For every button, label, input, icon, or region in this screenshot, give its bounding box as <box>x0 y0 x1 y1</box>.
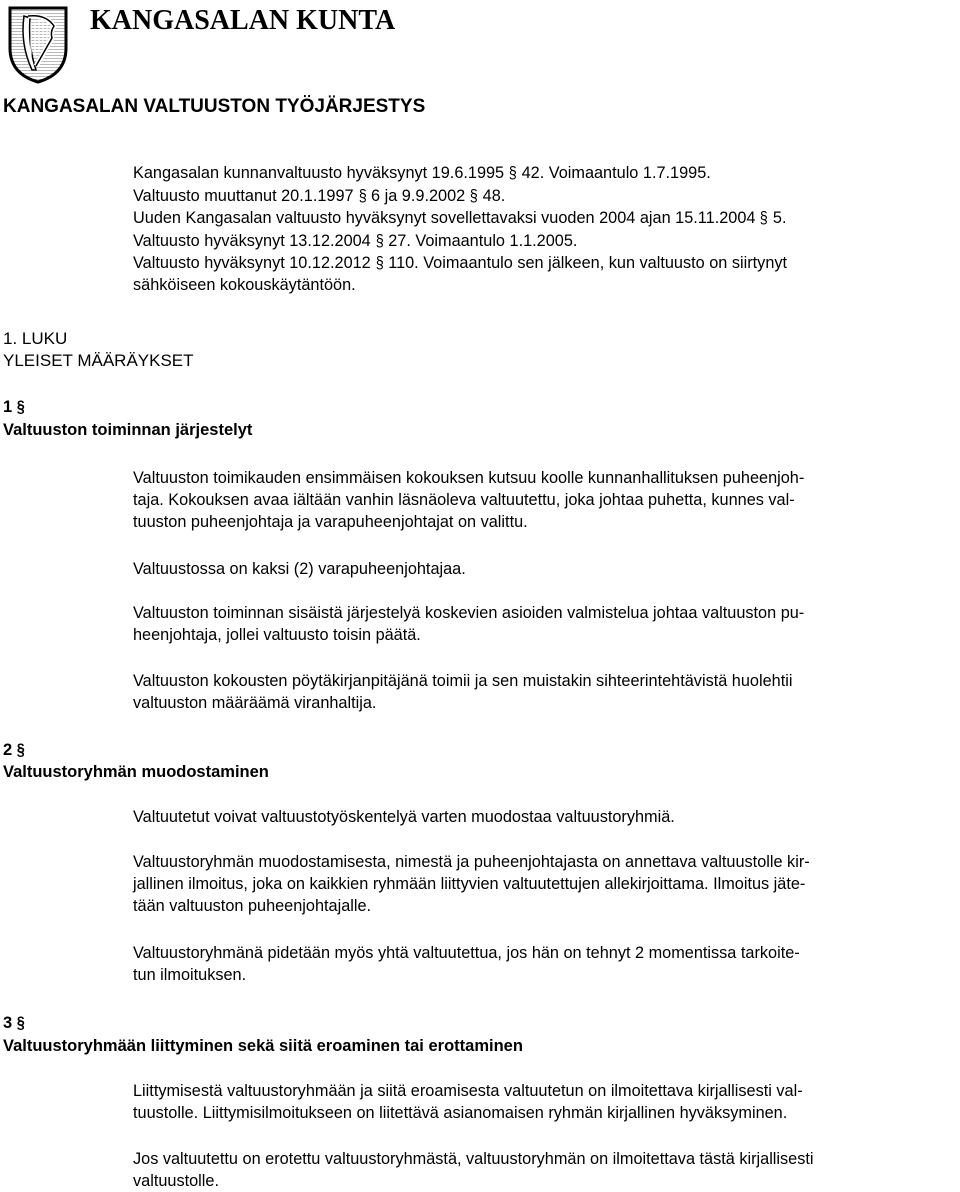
history-line-1: Kangasalan kunnanvaltuusto hyväksynyt 19.6.1995 § 42. Voimaantulo 1.7.1995. <box>133 163 711 182</box>
section-title: Valtuustoryhmän muodostaminen <box>3 763 269 781</box>
paragraph: Valtuutetut voivat valtuustotyöskentelyä varten muodostaa valtuustoryhmiä. <box>133 808 675 826</box>
paragraph: Valtuuston toiminnan sisäistä järjestelyä koskevien asioiden valmistelua johtaa valtuuston pu- heenjohtaja, jollei valtuusto toisin päätä. <box>133 604 805 644</box>
organization-name: KANGASALAN KUNTA <box>90 5 396 36</box>
section-sign: § <box>16 740 25 759</box>
paragraph: Valtuuston toimikauden ensimmäisen kokouksen kutsuu koolle kunnanhallituksen puheenjoh- taja. Kokouksen avaa iältään vanhin läsnäoleva valtuutettu, joka johtaa puhetta, kunnes val- tuuston puheenjohtaja ja varapuheenjohtajat on valittu. <box>133 469 805 531</box>
section-sign: § <box>469 185 478 205</box>
chapter-number: 1. LUKU <box>3 329 68 348</box>
paragraph: Valtuustoryhmänä pidetään myös yhtä valtuutettua, jos hän on tehnyt 2 momentissa tarkoite- tun ilmoituksen. <box>133 944 800 984</box>
history-line-2: Valtuusto muuttanut 20.1.1997 § 6 ja 9.9.2002 § 48. <box>133 185 506 205</box>
paragraph: Liittymisestä valtuustoryhmään ja siitä eroamisesta valtuutetun on ilmoitettava kirjallisesti val- tuustolle. Liittymisilmoitukseen on liitettävä asianomaisen ryhmän kirjallinen hyväksyminen. <box>133 1082 803 1122</box>
history-line-5: Valtuusto hyväksynyt 10.12.2012 § 110. Voimaantulo sen jälkeen, kun valtuusto on siirtynyt <box>133 253 788 272</box>
section-sign: § <box>375 230 384 250</box>
paragraph: Valtuustoryhmän muodostamisesta, nimestä ja puheenjohtajasta on annettava valtuustolle kir- jallinen ilmoitus, joka on kaikkien ryhmään liittyvien valtuutettujen allekirjoittama. Ilmoitus jäte- tään valtuuston puheenjohtajalle. <box>133 853 810 915</box>
chapter-title: YLEISET MÄÄRÄYKSET <box>3 351 194 370</box>
document-title: KANGASALAN VALTUUSTON TYÖJÄRJESTYS <box>3 96 426 117</box>
section-sign: § <box>16 1013 25 1032</box>
section-number: 1 § <box>3 397 25 416</box>
section-title: Valtuuston toiminnan järjestelyt <box>3 421 253 439</box>
paragraph: Jos valtuutettu on erotettu valtuustoryhmästä, valtuustoryhmän on ilmoitettava tästä kirjallisesti valtuustolle. <box>133 1150 814 1190</box>
section-title: Valtuustoryhmään liittyminen sekä siitä eroaminen tai erottaminen <box>3 1037 523 1055</box>
section-sign: § <box>358 185 367 205</box>
paragraph: Valtuuston kokousten pöytäkirjanpitäjänä toimii ja sen muistakin sihteerintehtävistä huolehtii valtuuston määräämä viranhaltija. <box>133 672 793 712</box>
section-number: 2 § <box>3 740 25 759</box>
section-sign: § <box>16 397 25 416</box>
paragraph: Valtuustossa on kaksi (2) varapuheenjohtajaa. <box>133 560 466 578</box>
section-sign: § <box>508 163 517 182</box>
history-line-4: Valtuusto hyväksynyt 13.12.2004 § 27. Voimaantulo 1.1.2005. <box>133 230 578 250</box>
history-line-6: sähköiseen kokouskäytäntöön. <box>133 275 356 294</box>
amendment-history <box>133 162 787 296</box>
history-line-3: Uuden Kangasalan valtuusto hyväksynyt sovellettavaksi vuoden 2004 ajan 15.11.2004 § 5. <box>133 208 787 227</box>
municipal-coat-of-arms <box>6 4 70 84</box>
section-number: 3 § <box>3 1013 25 1032</box>
section-sign: § <box>375 253 384 272</box>
section-sign: § <box>760 208 769 227</box>
